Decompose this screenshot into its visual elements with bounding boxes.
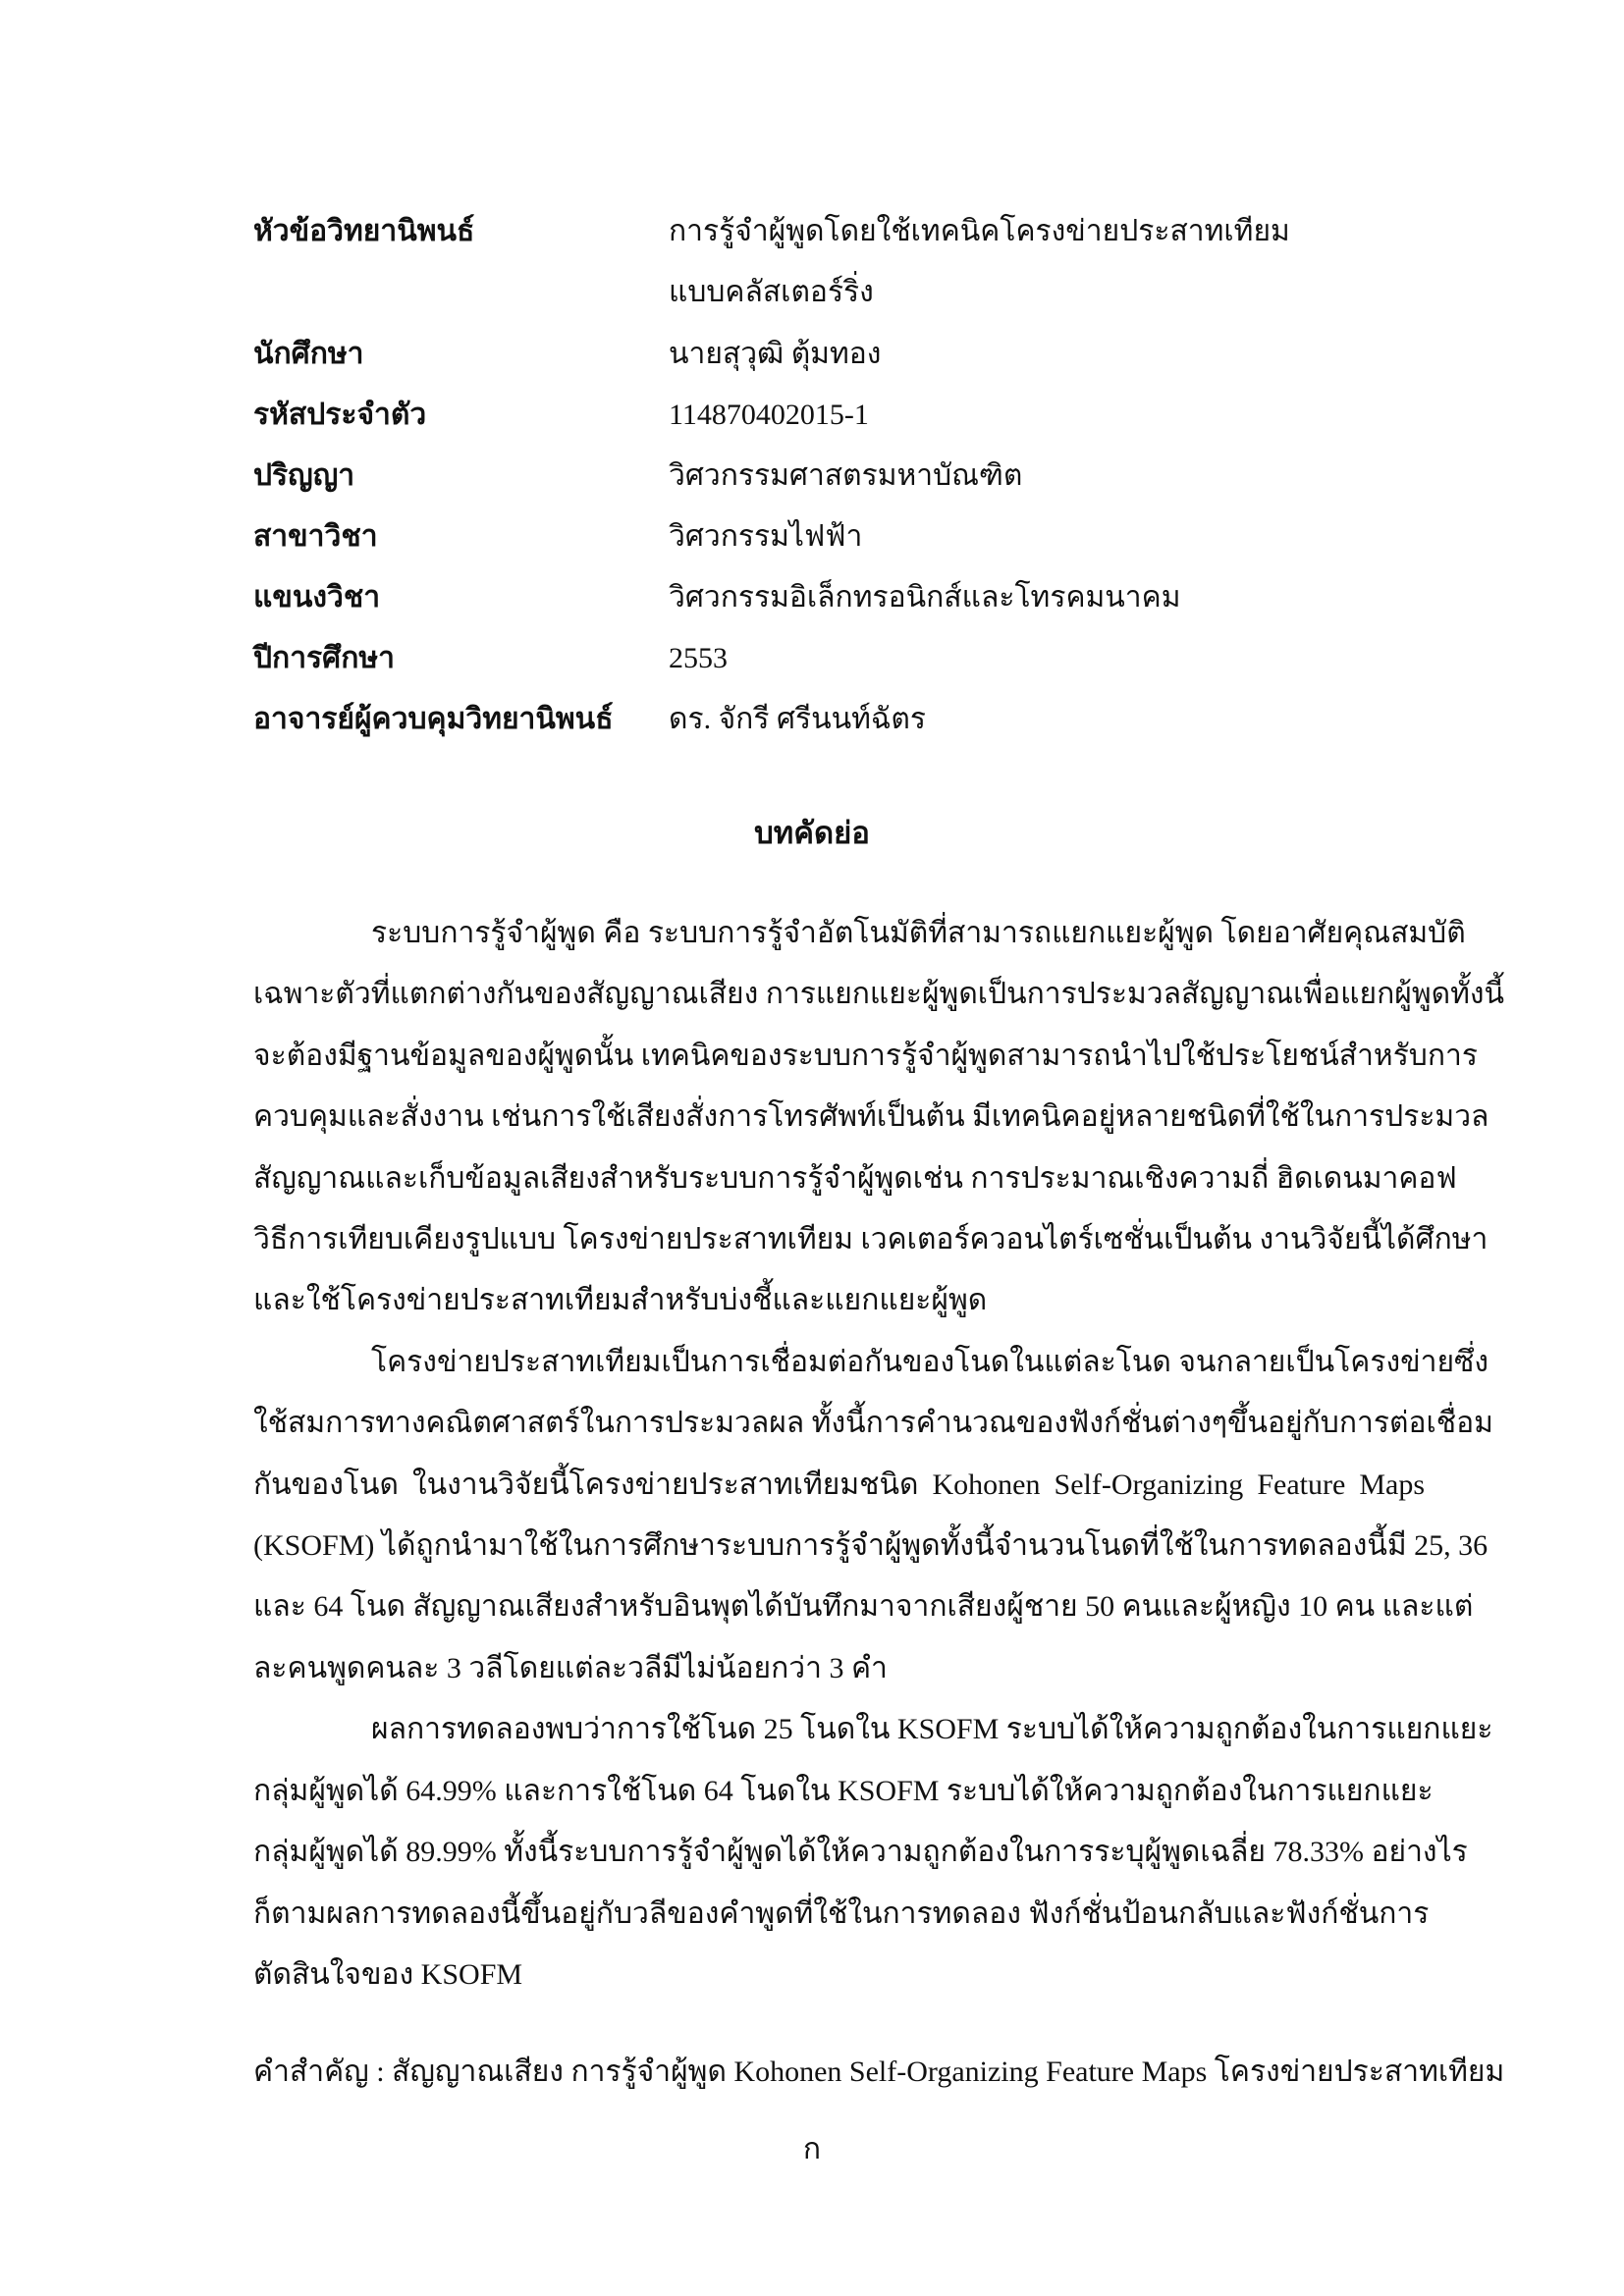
- thesis-title-value: [669, 201, 1432, 324]
- degree-value: วิศวกรรมศาสตรมหาบัณฑิต: [669, 458, 1023, 492]
- thesis-title-label: หัวข้อวิทยานิพนธ์: [253, 215, 475, 247]
- paragraph-line: กลุ่มผู้พูดได้ 64.99% และการใช้โนด 64 โนดใน KSOFM ระบบได้ให้ความถูกต้องในการแยกแยะ: [253, 1774, 1434, 1807]
- academic-year-label: ปีการศึกษา: [253, 641, 395, 674]
- abstract-paragraph: [253, 1699, 1493, 2005]
- paragraph-line: วิธีการเทียบเคียงรูปแบบ โครงข่ายประสาทเทียม เวคเตอร์ควอนไตร์เซชั่นเป็นต้น งานวิจัยนี้ได้ศึกษา: [253, 1223, 1489, 1256]
- field-label: สาขาวิชา: [253, 519, 378, 553]
- paragraph-line: ละคนพูดคนละ 3 วลีโดยแต่ละวลีมีไม่น้อยกว่า 3 คำ: [253, 1651, 888, 1684]
- metadata-row-title: [253, 201, 1432, 324]
- metadata-row-major: [253, 567, 1432, 628]
- paragraph-line: โครงข่ายประสาทเทียมเป็นการเชื่อมต่อกันของโนดในแต่ละโนด จนกลายเป็นโครงข่ายซึ่ง: [371, 1345, 1489, 1378]
- paragraph-line: ตัดสินใจของ KSOFM: [253, 1957, 523, 1991]
- keywords-line: คำสำคัญ : สัญญาณเสียง การรู้จำผู้พูด Kohonen Self-Organizing Feature Maps โครงข่ายประสาทเทียม: [253, 2056, 1505, 2088]
- academic-year-value: 2553: [669, 641, 728, 674]
- metadata-row-year: [253, 628, 1432, 689]
- major-value: วิศวกรรมอิเล็กทรอนิกส์และโทรคมนาคม: [669, 580, 1181, 614]
- paragraph-line: ระบบการรู้จำผู้พูด คือ ระบบการรู้จำอัตโนมัติที่สามารถแยกแยะผู้พูด โดยอาศัยคุณสมบัติ: [371, 917, 1466, 949]
- advisor-value: ดร. จักรี ศรีนนท์ฉัตร: [669, 702, 926, 735]
- abstract-heading: บทคัดย่อ: [754, 816, 870, 850]
- metadata-row-student-id: [253, 385, 1432, 446]
- paragraph-line: ก็ตามผลการทดลองนี้ขึ้นอยู่กับวลีของคำพูดที่ใช้ในการทดลอง ฟังก์ชั่นป้อนกลับและฟังก์ชั่นการ: [253, 1896, 1430, 1930]
- metadata-row-degree: [253, 446, 1432, 507]
- field-value: วิศวกรรมไฟฟ้า: [669, 519, 863, 553]
- metadata-row-student: [253, 324, 1432, 385]
- abstract-paragraph: [253, 1332, 1493, 1699]
- student-label: นักศึกษา: [253, 337, 364, 370]
- paragraph-line: ควบคุมและสั่งงาน เช่นการใช้เสียงสั่งการโทรศัพท์เป็นต้น มีเทคนิคอยู่หลายชนิดที่ใช้ในการประมวล: [253, 1100, 1489, 1134]
- student-id-value: 114870402015-1: [669, 398, 869, 431]
- paragraph-line: กันของโนด ในงานวิจัยนี้โครงข่ายประสาทเทียมชนิด Kohonen Self-Organizing Feature Maps: [253, 1468, 1425, 1501]
- metadata-row-field: [253, 507, 1432, 567]
- paragraph-line: จะต้องมีฐานข้อมูลของผู้พูดนั้น เทคนิคของระบบการรู้จำผู้พูดสามารถนำไปใช้ประโยชน์สำหรับการ: [253, 1039, 1478, 1072]
- paragraph-line: เฉพาะตัวที่แตกต่างกันของสัญญาณเสียง การแยกแยะผู้พูดเป็นการประมวลสัญญาณเพื่อแยกผู้พูดทั้งนี้: [253, 978, 1505, 1011]
- paragraph-line: (KSOFM) ได้ถูกนำมาใช้ในการศึกษาระบบการรู้จำผู้พูดทั้งนี้จำนวนโนดที่ใช้ในการทดลองนี้มี 25, 36: [253, 1529, 1489, 1563]
- paragraph-line: ใช้สมการทางคณิตศาสตร์ในการประมวลผล ทั้งนี้การคำนวณของฟังก์ชั่นต่างๆขึ้นอยู่กับการต่อเชื่อม: [253, 1407, 1493, 1440]
- thesis-metadata: [253, 201, 1432, 750]
- metadata-row-advisor: [253, 689, 1432, 750]
- thesis-title-line: แบบคลัสเตอร์ริ่ง: [669, 276, 874, 309]
- paragraph-line: และใช้โครงข่ายประสาทเทียมสำหรับบ่งชี้และแยกแยะผู้พูด: [253, 1284, 988, 1317]
- paragraph-line: ผลการทดลองพบว่าการใช้โนด 25 โนดใน KSOFM ระบบได้ให้ความถูกต้องในการแยกแยะ: [371, 1713, 1493, 1746]
- paragraph-line: กลุ่มผู้พูดได้ 89.99% ทั้งนี้ระบบการรู้จำผู้พูดได้ให้ความถูกต้องในการระบุผู้พูดเฉลี่ย 78.33% อย่างไร: [253, 1836, 1468, 1869]
- page-number: ก: [802, 2133, 822, 2165]
- student-id-label: รหัสประจำตัว: [253, 398, 427, 431]
- thesis-title-line: การรู้จำผู้พูดโดยใช้เทคนิคโครงข่ายประสาทเทียม: [669, 215, 1290, 247]
- abstract-body: [253, 903, 1505, 2005]
- degree-label: ปริญญา: [253, 458, 355, 492]
- major-label: แขนงวิชา: [253, 580, 381, 614]
- paragraph-line: และ 64 โนด สัญญาณเสียงสำหรับอินพุตได้บันทึกมาจากเสียงผู้ชาย 50 คนและผู้หญิง 10 คน และแต่: [253, 1590, 1474, 1624]
- paragraph-line: สัญญาณและเก็บข้อมูลเสียงสำหรับระบบการรู้จำผู้พูดเช่น การประมาณเชิงความถี่ ฮิดเดนมาคอฟ: [253, 1161, 1457, 1195]
- student-value: นายสุวุฒิ ตุ้มทอง: [669, 337, 882, 370]
- advisor-label: อาจารย์ผู้ควบคุมวิทยานิพนธ์: [253, 702, 614, 735]
- abstract-paragraph: [253, 903, 1505, 1332]
